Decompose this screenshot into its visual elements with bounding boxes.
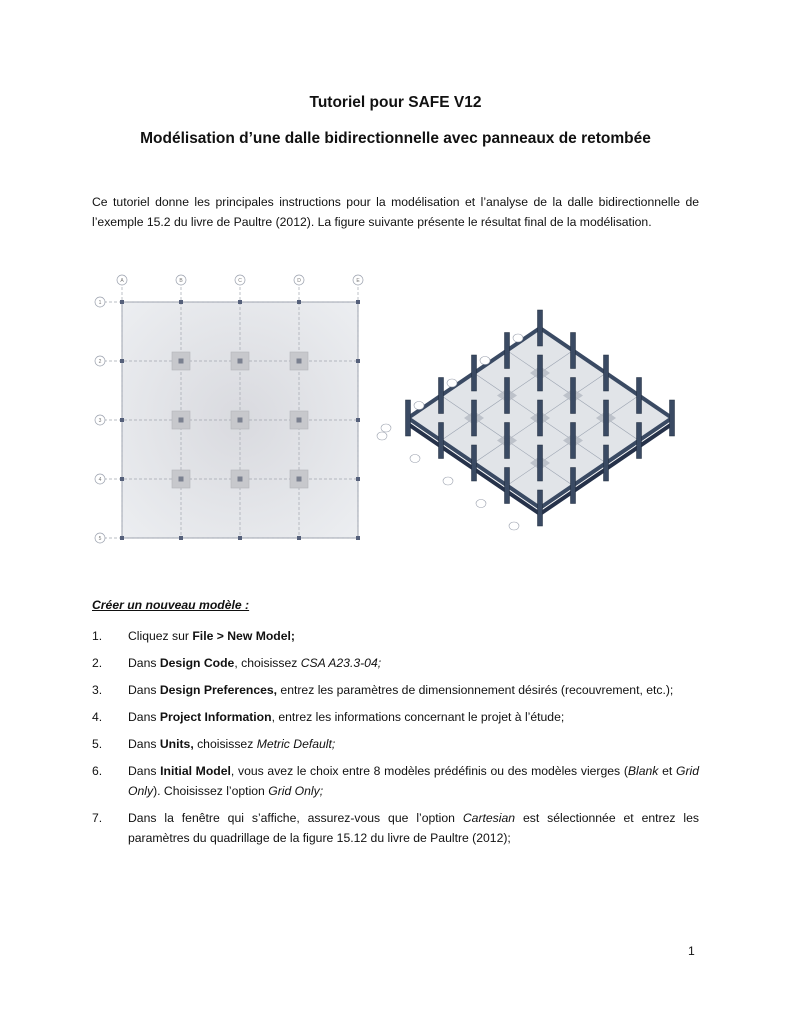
slab-plan-view-figure: [90, 268, 368, 544]
column: [505, 333, 510, 369]
column: [538, 490, 543, 526]
column: [439, 423, 444, 459]
column: [120, 477, 124, 481]
column: [297, 300, 301, 304]
column: [505, 468, 510, 504]
grid-bubble: [377, 432, 387, 440]
column: [179, 359, 184, 364]
column: [538, 400, 543, 436]
intro-paragraph: Ce tutoriel donne les principales instructions pour la modélisation et l’analyse de la dalle bidirectionnelle de l’exemple 15.2 du livre de Paultre (2012). La figure suivante présente le résultat final de la modélisation.: [92, 195, 699, 229]
grid-label: 3: [98, 418, 102, 424]
section-heading: Créer un nouveau modèle :: [92, 598, 250, 612]
column: [238, 536, 242, 540]
grid-bubble: [410, 455, 420, 463]
column: [538, 355, 543, 391]
column: [505, 423, 510, 459]
column: [356, 300, 360, 304]
column: [637, 378, 642, 414]
column: [238, 300, 242, 304]
list-item: 1. Cliquez sur File > New Model;: [92, 629, 295, 643]
grid-bubble: [381, 424, 391, 432]
column: [472, 355, 477, 391]
column: [439, 378, 444, 414]
column: [356, 536, 360, 540]
grid-label: B: [179, 278, 183, 284]
grid-bubble: [447, 379, 457, 387]
list-item: 2. Dans Design Code, choisissez CSA A23.3-04;: [92, 656, 382, 670]
column: [538, 310, 543, 346]
column: [604, 355, 609, 391]
column: [571, 423, 576, 459]
list-item: 7. Dans la fenêtre qui s’affiche, assurez-vous que l’option Cartesian est sélectionnée et entrez les paramètres du quadrillage de la figure 15.12 du livre de Paultre (2012);: [92, 811, 699, 845]
column: [297, 418, 302, 423]
grid-label: 5: [98, 536, 102, 542]
column: [538, 445, 543, 481]
column: [297, 359, 302, 364]
steps-list: [92, 626, 699, 855]
column: [238, 477, 243, 482]
column: [238, 359, 243, 364]
column: [604, 400, 609, 436]
grid-label: C: [238, 278, 242, 284]
list-item: 5. Dans Units, choisissez Metric Default;: [92, 737, 336, 751]
column: [238, 418, 243, 423]
column: [604, 445, 609, 481]
grid-label: 1: [98, 300, 102, 306]
column: [571, 333, 576, 369]
column: [505, 378, 510, 414]
column: [637, 423, 642, 459]
document-title: Tutoriel pour SAFE V12: [309, 94, 482, 111]
column: [356, 477, 360, 481]
grid-bubble: [513, 334, 523, 342]
list-item: 6. Dans Initial Model, vous avez le choix entre 8 modèles prédéfinis ou des modèles vierges (Blank et Grid Only). Choisissez l’option Grid Only;: [92, 764, 700, 798]
column: [356, 359, 360, 363]
column: [670, 400, 675, 436]
grid-bubble: [443, 477, 453, 485]
column: [406, 400, 411, 436]
list-item: 4. Dans Project Information, entrez les informations concernant le projet à l’étude;: [92, 710, 565, 724]
column: [179, 418, 184, 423]
grid-label: D: [297, 278, 301, 284]
column: [120, 536, 124, 540]
grid-bubble: [480, 357, 490, 365]
column: [297, 536, 301, 540]
grid-bubble: [476, 500, 486, 508]
grid-bubble: [509, 522, 519, 530]
column: [472, 445, 477, 481]
column: [179, 300, 183, 304]
column: [472, 400, 477, 436]
grid-bubble: [414, 402, 424, 410]
grid-label: E: [356, 278, 360, 284]
slab-3d-view-figure: [370, 300, 700, 550]
grid-label: A: [120, 278, 124, 284]
column: [179, 536, 183, 540]
column: [571, 378, 576, 414]
column: [297, 477, 302, 482]
column: [356, 418, 360, 422]
column: [120, 359, 124, 363]
column: [179, 477, 184, 482]
column: [120, 300, 124, 304]
grid-label: 4: [98, 477, 102, 483]
grid-label: 2: [98, 359, 102, 365]
column: [120, 418, 124, 422]
column: [571, 468, 576, 504]
list-item: 3. Dans Design Preferences, entrez les paramètres de dimensionnement désirés (recouvrement, etc.);: [92, 683, 674, 697]
document-subtitle: Modélisation d’une dalle bidirectionnelle avec panneaux de retombée: [140, 130, 651, 147]
page-number: 1: [688, 944, 695, 958]
